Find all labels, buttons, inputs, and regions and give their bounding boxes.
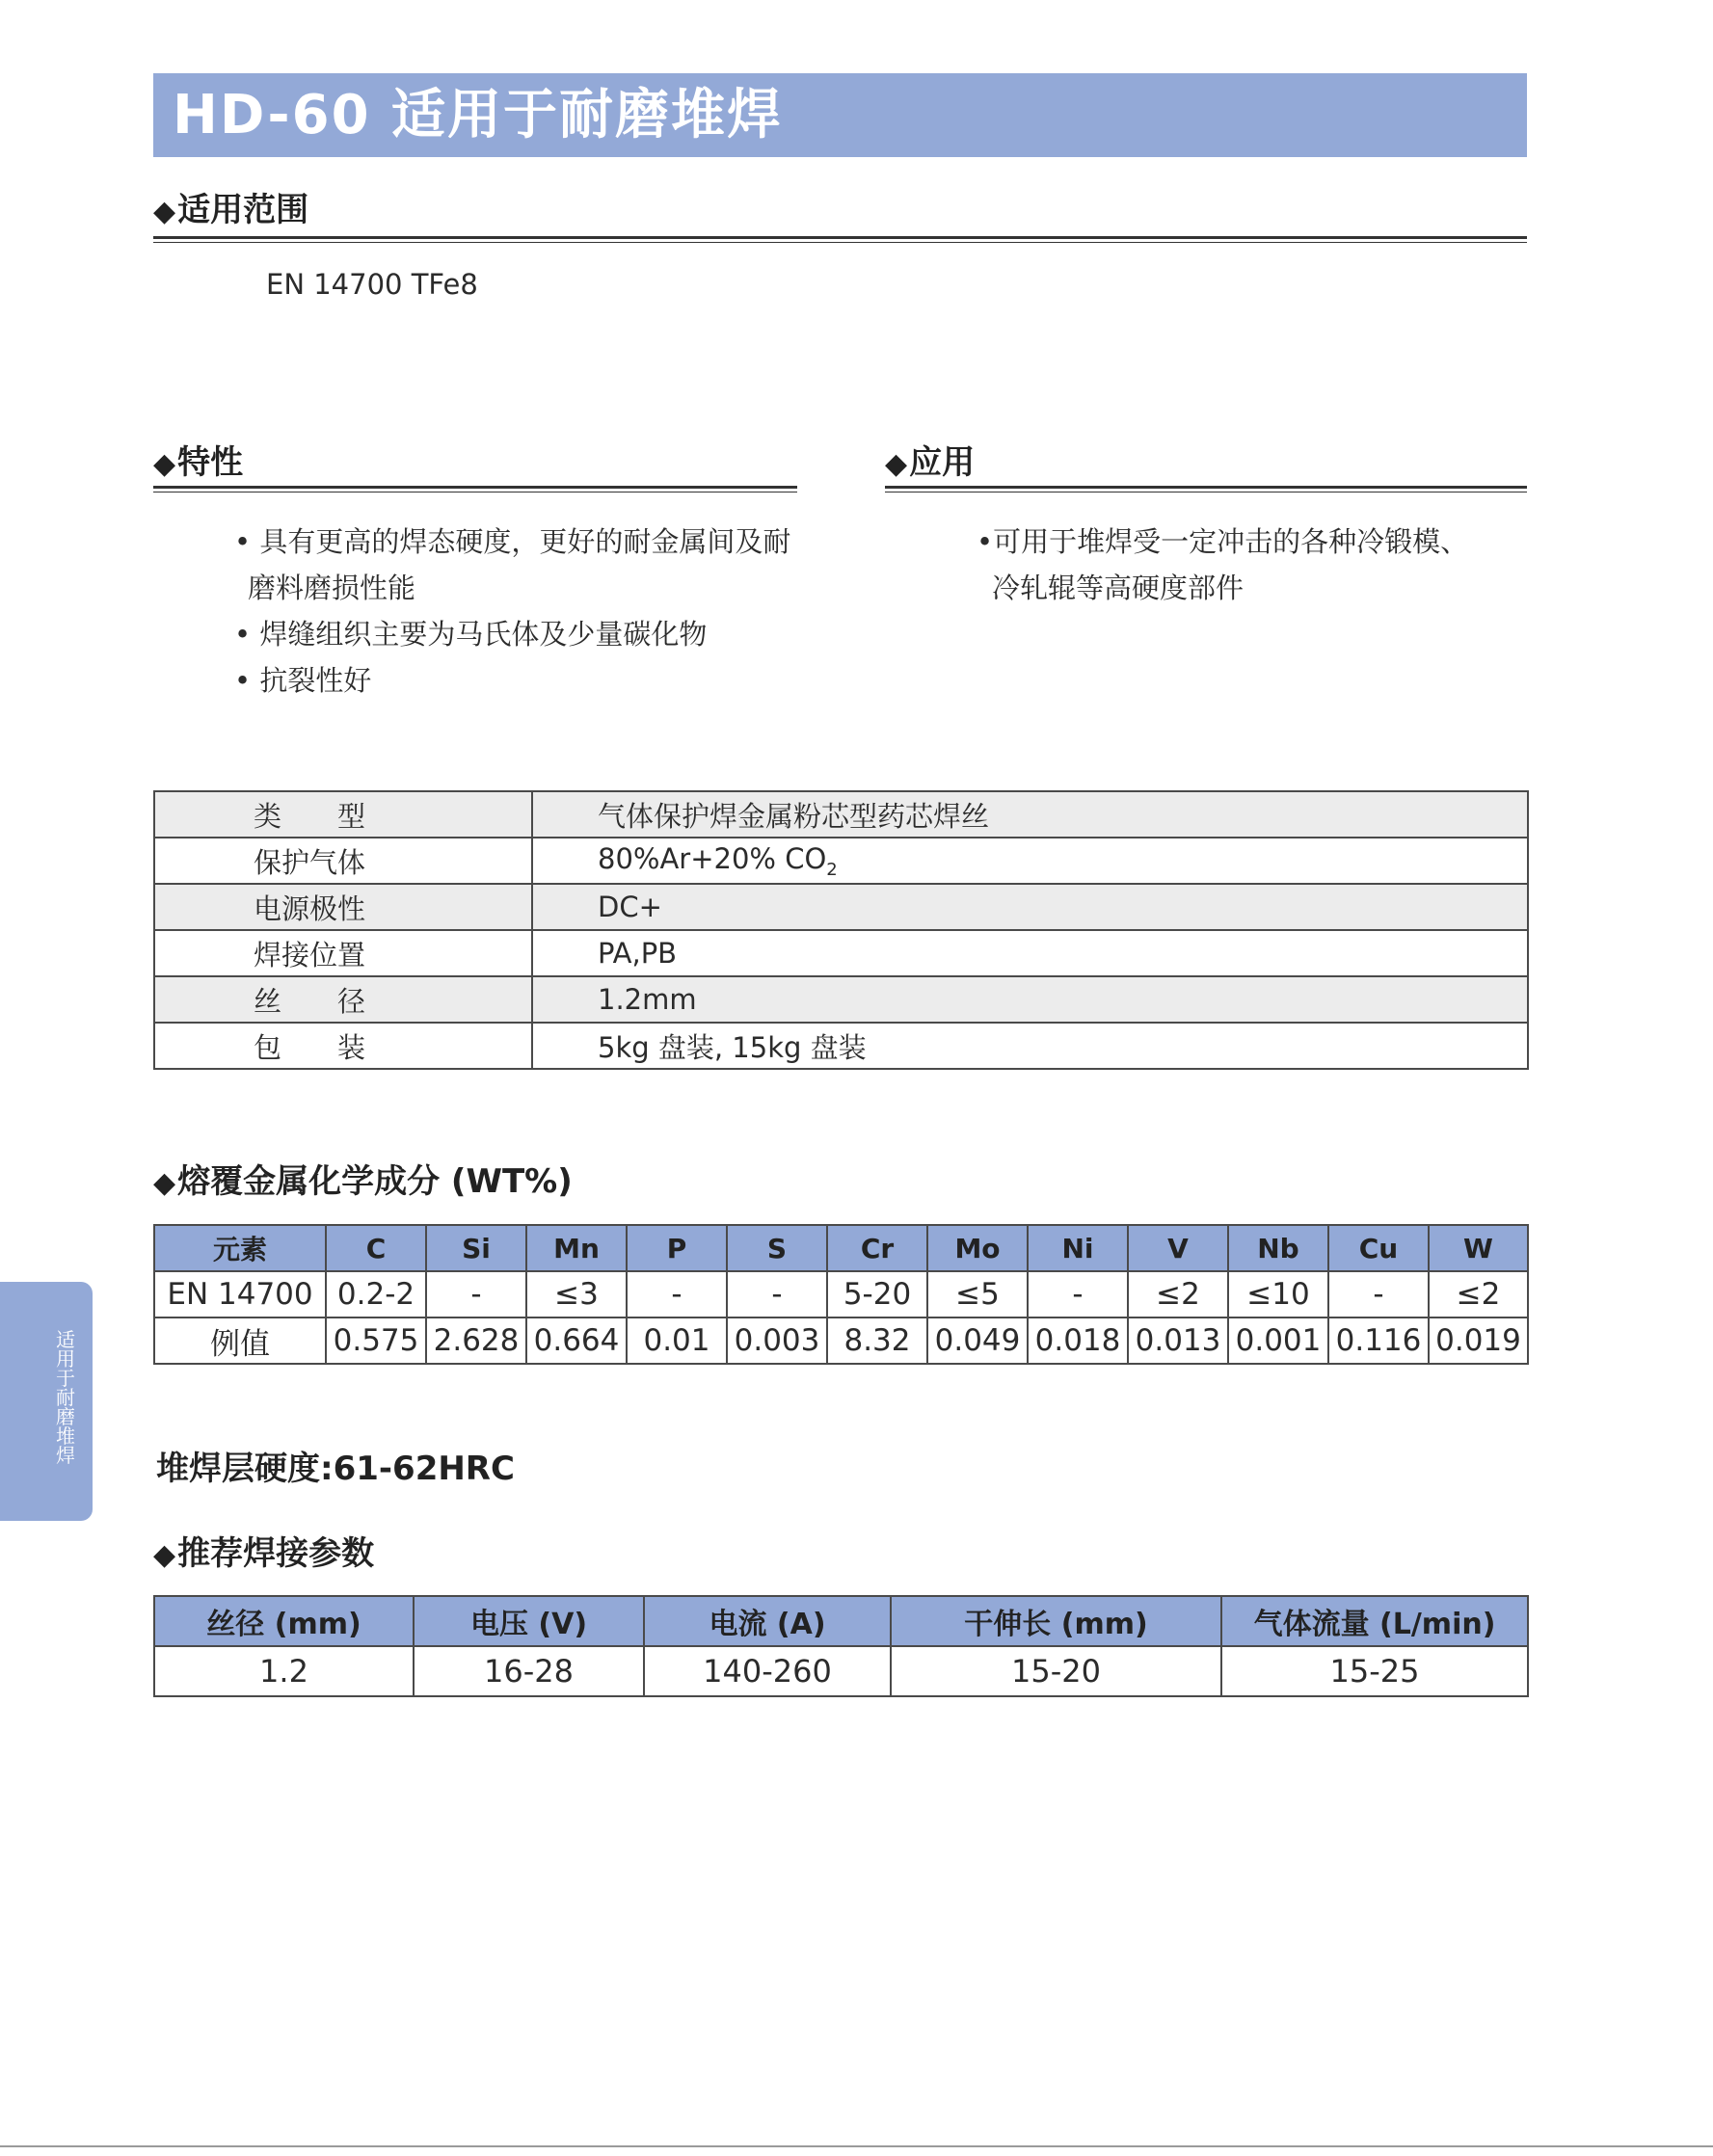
features-rule (153, 486, 797, 492)
diamond-bullet-icon: ◆ (153, 195, 176, 228)
application-line-2: 冷轧辊等高硬度部件 (992, 572, 1245, 604)
chemistry-cell: ≤3 (526, 1271, 627, 1318)
applications-heading (885, 441, 975, 484)
params-header-row (154, 1596, 1528, 1646)
spec-value (532, 838, 1528, 884)
features-heading (153, 441, 243, 484)
params-cell: 1.2 (154, 1646, 414, 1696)
chemistry-cell: ≤10 (1228, 1271, 1328, 1318)
spec-value: DC+ (532, 884, 1528, 930)
chemistry-cell: 0.664 (526, 1318, 627, 1364)
page-title: HD-60 适用于耐磨堆焊 (173, 84, 784, 146)
chemistry-header: Cr (827, 1225, 927, 1271)
chemistry-cell: 0.018 (1028, 1318, 1128, 1364)
chemistry-heading-text: 熔覆金属化学成分 (WT%) (177, 1162, 573, 1201)
spec-row (154, 976, 1528, 1023)
application-line-1: •可用于堆焊受一定冲击的各种冷锻模、 (977, 525, 1469, 558)
chemistry-cell: - (1028, 1271, 1128, 1318)
spec-value: PA,PB (532, 930, 1528, 976)
shielding-gas-subscript: 2 (826, 859, 838, 880)
feature-bullet-3: • 抗裂性好 (234, 664, 372, 697)
diamond-bullet-icon: ◆ (153, 447, 176, 481)
chemistry-header: P (627, 1225, 727, 1271)
chemistry-cell: 0.01 (627, 1318, 727, 1364)
spec-key: 电源极性 (154, 884, 532, 930)
chemistry-standard-row (154, 1271, 1528, 1318)
chemistry-header-row (154, 1225, 1528, 1271)
spec-value: 气体保护焊金属粉芯型药芯焊丝 (532, 791, 1528, 838)
chemistry-header: Cu (1328, 1225, 1429, 1271)
spec-key: 焊接位置 (154, 930, 532, 976)
spec-table (153, 790, 1529, 1070)
chemistry-cell: - (727, 1271, 827, 1318)
spec-row (154, 838, 1528, 884)
scope-heading-text: 适用范围 (177, 191, 309, 229)
chemistry-cell: 8.32 (827, 1318, 927, 1364)
applications-rule (885, 486, 1527, 492)
params-heading (153, 1532, 374, 1575)
chemistry-cell: 例值 (154, 1318, 326, 1364)
chemistry-cell: 0.049 (927, 1318, 1028, 1364)
params-header: 干伸长 (mm) (891, 1596, 1221, 1646)
side-tab-label: 适用于耐磨堆焊 (56, 1328, 75, 1467)
chemistry-cell: 0.001 (1228, 1318, 1328, 1364)
chemistry-header: Ni (1028, 1225, 1128, 1271)
chemistry-cell: 0.003 (727, 1318, 827, 1364)
spec-value: 1.2mm (532, 976, 1528, 1023)
params-cell: 15-25 (1221, 1646, 1528, 1696)
scope-rule (153, 236, 1527, 243)
chemistry-header: S (727, 1225, 827, 1271)
params-header: 电流 (A) (644, 1596, 891, 1646)
chemistry-header: 元素 (154, 1225, 326, 1271)
chemistry-example-row (154, 1318, 1528, 1364)
chemistry-header: V (1128, 1225, 1228, 1271)
chemistry-cell: 5-20 (827, 1271, 927, 1318)
chemistry-cell: - (1328, 1271, 1429, 1318)
diamond-bullet-icon: ◆ (885, 447, 908, 481)
params-row (154, 1646, 1528, 1696)
chemistry-cell: ≤2 (1429, 1271, 1528, 1318)
chemistry-header: Si (426, 1225, 526, 1271)
feature-bullet-1-line-1: • 具有更高的焊态硬度，更好的耐金属间及耐 (234, 525, 791, 558)
spec-key: 丝 径 (154, 976, 532, 1023)
spec-value: 5kg 盘装, 15kg 盘装 (532, 1023, 1528, 1069)
chemistry-heading (153, 1160, 573, 1203)
hardness-colon: : (320, 1450, 334, 1488)
hardness-label: 堆焊层硬度 (156, 1450, 320, 1488)
chemistry-cell: 0.013 (1128, 1318, 1228, 1364)
feature-bullet-2: • 焊缝组织主要为马氏体及少量碳化物 (234, 618, 708, 651)
params-header: 电压 (V) (414, 1596, 644, 1646)
shielding-gas-text: 80%Ar+20% CO (598, 841, 827, 875)
title-banner (153, 73, 1527, 157)
params-cell: 15-20 (891, 1646, 1221, 1696)
spec-row (154, 930, 1528, 976)
spec-row (154, 1023, 1528, 1069)
chemistry-cell: EN 14700 (154, 1271, 326, 1318)
scope-heading (153, 189, 308, 231)
features-heading-text: 特性 (177, 443, 244, 482)
params-cell: 140-260 (644, 1646, 891, 1696)
hardness-line (156, 1442, 515, 1489)
chemistry-table (153, 1224, 1529, 1365)
chemistry-header: Mn (526, 1225, 627, 1271)
chemistry-header: C (326, 1225, 426, 1271)
chemistry-cell: ≤5 (927, 1271, 1028, 1318)
hardness-value: 61-62HRC (333, 1450, 515, 1488)
diamond-bullet-icon: ◆ (153, 1166, 176, 1200)
chemistry-header: Nb (1228, 1225, 1328, 1271)
chemistry-cell: 0.116 (1328, 1318, 1429, 1364)
chemistry-cell: - (627, 1271, 727, 1318)
spec-key: 类 型 (154, 791, 532, 838)
chemistry-cell: 2.628 (426, 1318, 526, 1364)
chemistry-cell: ≤2 (1128, 1271, 1228, 1318)
scope-standard: EN 14700 TFe8 (266, 268, 478, 301)
chemistry-cell: 0.575 (326, 1318, 426, 1364)
params-cell: 16-28 (414, 1646, 644, 1696)
chemistry-header: W (1429, 1225, 1528, 1271)
spec-key: 保护气体 (154, 838, 532, 884)
spec-key: 包 装 (154, 1023, 532, 1069)
chemistry-header: Mo (927, 1225, 1028, 1271)
params-table (153, 1595, 1529, 1697)
params-header: 气体流量 (L/min) (1221, 1596, 1528, 1646)
bottom-rule (0, 2145, 1713, 2147)
params-header: 丝径 (mm) (154, 1596, 414, 1646)
diamond-bullet-icon: ◆ (153, 1538, 176, 1572)
chemistry-cell: 0.2-2 (326, 1271, 426, 1318)
feature-bullet-1-line-2: 磨料磨损性能 (248, 572, 416, 604)
spec-row (154, 791, 1528, 838)
applications-heading-text: 应用 (909, 443, 976, 482)
params-heading-text: 推荐焊接参数 (177, 1534, 375, 1573)
spec-row (154, 884, 1528, 930)
chemistry-cell: - (426, 1271, 526, 1318)
side-tab (0, 1282, 93, 1521)
chemistry-cell: 0.019 (1429, 1318, 1528, 1364)
